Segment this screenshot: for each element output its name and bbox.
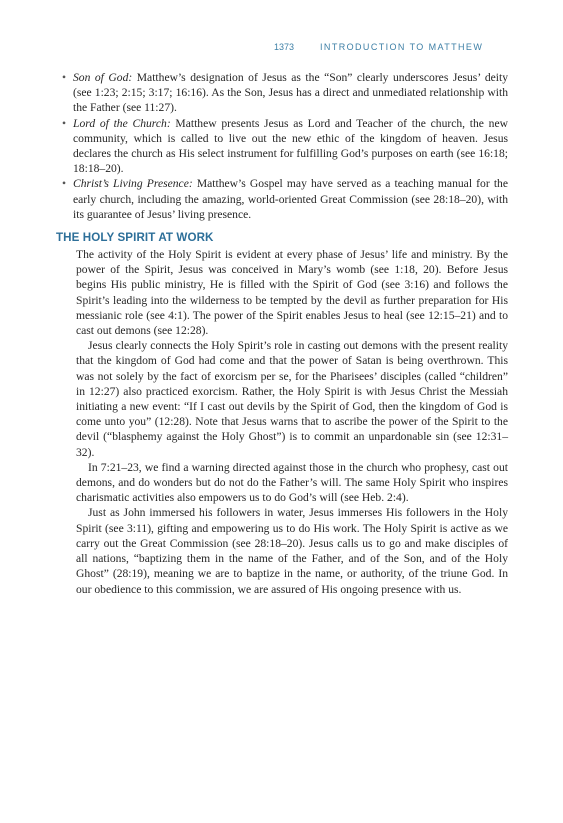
bullet-text: Matthew presents Jesus as Lord and Teacher of the church, the new community, which is called to live out the new ethic of the kingdom of heaven. Jesus declares the church as His select instrument for fulfilling God’s purposes on earth (see 16:18; 18:18–20). [73,116,508,176]
bullet-text: Matthew’s designation of Jesus as the “Son” clearly underscores Jesus’ deity (see 1:23; 2:15; 3:17; 16:16). As the Son, Jesus has a direct and unmediated relationship with the Father (see 11:27). [73,71,508,115]
bullet-item [56,176,508,222]
paragraph: Just as John immersed his followers in water, Jesus immerses His followers in the Holy Spirit (see 3:11), gifting and empowering us to do His work. The Holy Spirit is active as we carry out the Great Commission (see 28:18–20). Jesus calls us to go and make disciples of all nations, “baptizing them in the name of the Father, and of the Son, and of the Holy Ghost” (28:19), meaning we are to baptize in the name, or authority, of the triune God. In our obedience to this commission, we are assured of His ongoing presence with us. [76,506,508,596]
bullet-term: Son of God: [73,71,133,84]
bullet-marker-icon: • [62,177,67,191]
page-number: 1373 [274,42,295,52]
page-content [56,70,508,597]
theme-bullet-list [56,70,508,222]
bullet-term: Christ’s Living Presence: [73,177,193,191]
bullet-text: Matthew’s Gospel may have served as a teaching manual for the early church, including the amazing, world-oriented Great Commission (see 28:18–20), with its guarantee of Jesus’ living presence. [73,177,508,221]
bullet-term: Lord of the Church: [73,116,171,130]
running-head [274,40,514,54]
section-body [76,247,508,597]
bullet-item [56,70,508,116]
running-head-title: INTRODUCTION TO MATTHEW [320,42,484,52]
section-heading: THE HOLY SPIRIT AT WORK [56,231,214,245]
bullet-marker-icon: • [62,71,67,84]
bullet-item [56,116,508,177]
paragraph: The activity of the Holy Spirit is evident at every phase of Jesus’ life and ministry. By the power of the Spirit, Jesus was conceived in Mary’s womb (see 1:18, 20). Before Jesus begins His public ministry, He is filled with the Spirit of God (see 3:16) and follows the Spirit’s leading into the wilderness to be tempted by the devil as further preparation for His messianic role (see 4:1). The power of the Spirit enables Jesus to heal (see 12:15–21) and to cast out demons (see 12:28). [76,248,508,338]
paragraph: In 7:21–23, we find a warning directed against those in the church who prophesy, cast out demons, and do wonders but do not do the Father’s will. The same Holy Spirit who inspires charismatic activities also empowers us to do God’s will (see Heb. 2:4). [76,460,508,505]
paragraph: Jesus clearly connects the Holy Spirit’s role in casting out demons with the present reality that the kingdom of God had come and that the power of Satan is being overthrown. This was not solely by the fact of exorcism per se, for the Pharisees’ disciples (called “children” in 12:27) also practiced exorcism. Rather, the Holy Spirit is with Jesus Christ the Messiah initiating a new event: “If I cast out devils by the Spirit of God, then the kingdom of God is come unto you” (12:28). Note that Jesus warns that to ascribe the power of the Spirit to the devil (“blasphemy against the Holy Ghost”) is to commit an unpardonable sin (see 12:31–32). [76,339,508,459]
bullet-marker-icon: • [62,116,67,130]
